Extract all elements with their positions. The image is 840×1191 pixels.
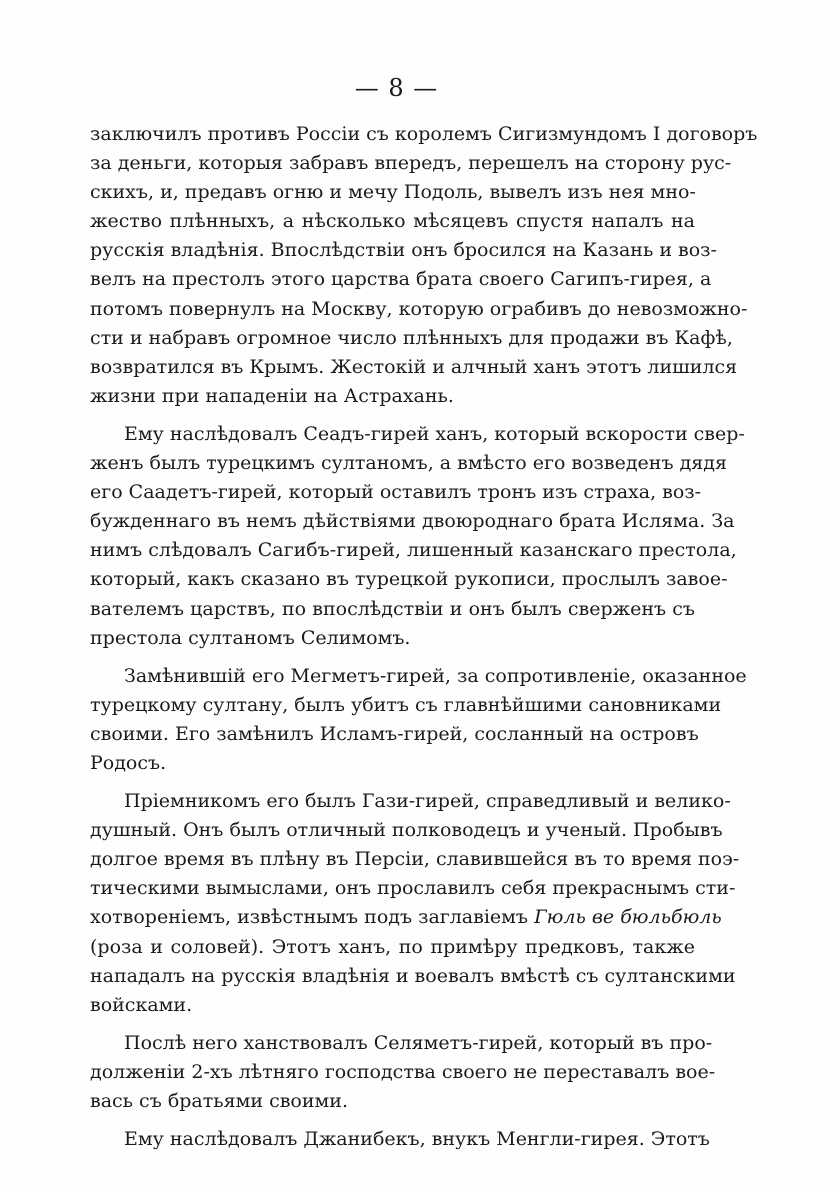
text-line: жизни при нападеніи на Астрахань. [90, 384, 454, 407]
text-line: Ему наслѣдовалъ Сеадъ-гирей ханъ, который вскорости свер- [124, 422, 745, 445]
paragraph-2 [90, 420, 745, 653]
text-line: Замѣнившій его Мегметъ-гирей, за сопротивленіе, оказанное [124, 664, 747, 687]
text-line: Пріемникомъ его былъ Гази-гирей, справедливый и велико- [124, 790, 731, 813]
text-line: престола султаномъ Селимомъ. [90, 626, 411, 649]
text-line: русскія владѣнія. Впослѣдствіи онъ бросился на Казань и воз- [90, 239, 717, 262]
text-line: войсками. [90, 993, 193, 1016]
text-line: потомъ повернулъ на Москву, которую ограбивъ до невозможно- [90, 297, 748, 320]
text-line: нападалъ на русскія владѣнія и воевалъ вмѣстѣ съ султанскими [90, 964, 736, 987]
paragraph-3 [90, 662, 747, 778]
page-number: — 8 — [354, 74, 439, 102]
text-line: женъ былъ турецкимъ султаномъ, а вмѣсто его возведенъ дядя [90, 452, 727, 475]
text-line: который, какъ сказано въ турецкой рукописи, прослылъ завое- [90, 568, 728, 591]
text-line: турецкому султану, былъ убитъ съ главнѣйшими сановниками [90, 693, 722, 716]
text-line: долженіи 2-хъ лѣтняго господства своего не переставалъ вое- [90, 1060, 716, 1083]
text-line: вателемъ царствъ, по впослѣдствіи и онъ былъ сверженъ съ [90, 597, 695, 620]
text-line: (роза и соловей). Этотъ ханъ, по примѣру предковъ, также [90, 935, 695, 958]
text-line: скихъ, и, предавъ огню и мечу Подоль, вывелъ изъ нея мно- [90, 181, 696, 204]
paragraph-5 [90, 1029, 716, 1116]
text-line: сти и набравъ огромное число плѣнныхъ для продажи въ Кафѣ, [90, 326, 733, 349]
text-line: Ему наслѣдовалъ Джанибекъ, внукъ Менгли-гирея. Этотъ [124, 1128, 710, 1151]
text-line: за деньги, которыя забравъ впередъ, перешелъ на сторону рус- [90, 152, 732, 175]
paragraph-4 [90, 787, 740, 1020]
text-line: бужденнаго въ немъ дѣйствіями двоюроднаго брата Исляма. За [90, 510, 735, 533]
text-line: жество плѣнныхъ, а нѣсколько мѣсяцевъ спустя напалъ на [90, 210, 695, 233]
paragraph-1 [90, 120, 758, 411]
text-line: долгое время въ плѣну въ Персіи, славившейся въ то время поэ- [90, 848, 740, 871]
text-line: своими. Его замѣнилъ Исламъ-гирей, сосланный на островъ [90, 722, 699, 745]
text-line: тическими вымыслами, онъ прославилъ себя прекраснымъ сти- [90, 877, 736, 900]
text-line: душный. Онъ былъ отличный полководецъ и ученый. Пробывъ [90, 819, 723, 842]
text-line: нимъ слѣдовалъ Сагибъ-гирей, лишенный казанскаго престола, [90, 539, 737, 562]
text-line: Послѣ него ханствовалъ Селяметъ-гирей, который въ про- [124, 1031, 713, 1054]
text-line: возвратился въ Крымъ. Жестокій и алчный ханъ этотъ лишился [90, 355, 738, 378]
text-line: заключилъ противъ Россіи съ королемъ Сигизмундомъ I договоръ [90, 123, 758, 145]
text-line: его Саадетъ-гирей, который оставилъ тронъ изъ страха, воз- [90, 481, 702, 504]
text-line-part: хотвореніемъ, извѣстнымъ подъ заглавіемъ [90, 906, 529, 929]
text-line: Родосъ. [90, 751, 167, 774]
text-line: вась съ братьями своими. [90, 1090, 348, 1112]
page-body [90, 120, 758, 1154]
text-line [90, 903, 722, 932]
poem-title: Гюль ве бюльбюль [534, 906, 722, 929]
text-line: велъ на престолъ этого царства брата своего Сагипъ-гирея, а [90, 268, 712, 291]
paragraph-6 [90, 1125, 710, 1154]
